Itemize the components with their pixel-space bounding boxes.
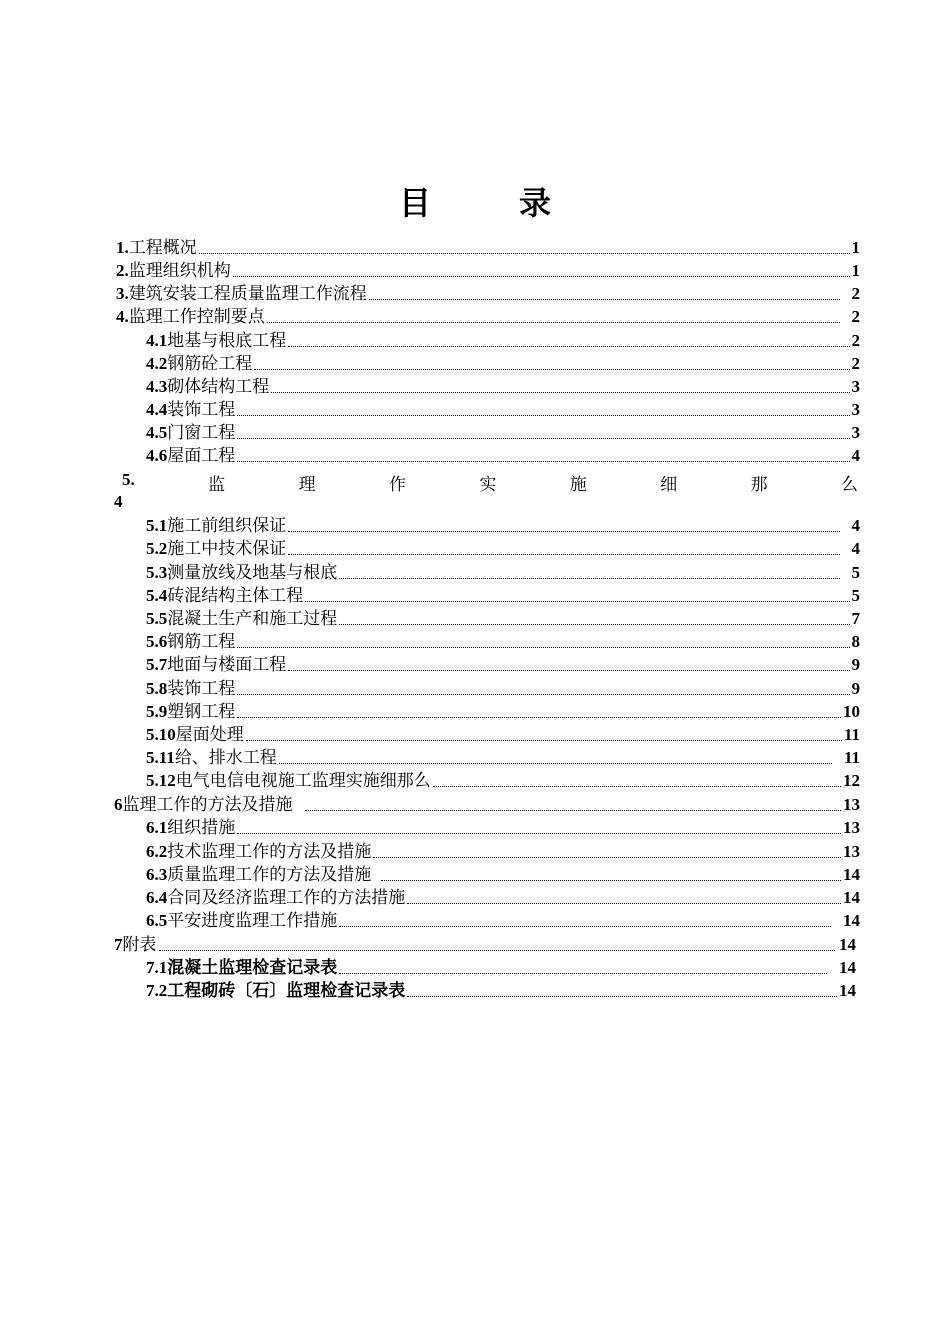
- toc-number: 7.2: [146, 981, 168, 1000]
- toc-label: 混凝土生产和施工过程: [167, 609, 338, 628]
- toc-entry[interactable]: [146, 979, 856, 1001]
- toc-leader-dots: [288, 553, 839, 555]
- toc-leader-dots: [373, 856, 841, 858]
- toc-label: 钢筋工程: [167, 632, 236, 651]
- toc-number: 4.1: [146, 331, 168, 350]
- toc-number: 5.3: [146, 563, 168, 582]
- toc-label: 监理工作控制要点: [128, 307, 265, 326]
- toc-number: 6.2: [146, 842, 168, 861]
- toc-number: 5.6: [146, 632, 168, 651]
- toc-entry[interactable]: [116, 259, 860, 281]
- toc-number: 5.: [122, 470, 135, 489]
- toc-entry[interactable]: [116, 236, 860, 258]
- toc-entry[interactable]: [114, 933, 856, 955]
- toc-leader-dots: [237, 832, 841, 834]
- toc-number: 6.3: [146, 865, 168, 884]
- toc-entry[interactable]: [146, 816, 860, 838]
- toc-number: 5.7: [146, 655, 168, 674]
- toc-page: 2: [851, 331, 860, 350]
- toc-page: 9: [851, 679, 860, 698]
- toc-entry[interactable]: [146, 746, 860, 768]
- toc-number: 4.4: [146, 400, 168, 419]
- toc-entry[interactable]: [146, 863, 860, 885]
- toc-number: 5.8: [146, 679, 168, 698]
- toc-number: 7: [114, 935, 123, 954]
- toc-number: 5.4: [146, 586, 168, 605]
- toc-page: 12: [843, 771, 860, 790]
- toc-entry[interactable]: [146, 352, 860, 374]
- toc-number: 6.4: [146, 888, 168, 907]
- toc-page: 11: [843, 725, 860, 744]
- toc-page: 14: [843, 911, 860, 930]
- toc-label-char: 监: [208, 475, 226, 494]
- toc-leader-dots: [339, 972, 827, 974]
- toc-leader-dots: [288, 345, 849, 347]
- title-part-1: 目: [398, 184, 431, 222]
- toc-entry[interactable]: [146, 956, 856, 978]
- toc-page: 3: [851, 423, 860, 442]
- toc-number: 3.: [116, 284, 129, 303]
- toc-label: 测量放线及地基与根底: [167, 563, 338, 582]
- toc-entry[interactable]: [116, 305, 860, 327]
- toc-entry-spread[interactable]: [122, 470, 858, 492]
- toc-page: 4: [851, 446, 860, 465]
- toc-label-char: 作: [388, 475, 406, 494]
- toc-number: 5.12: [146, 771, 176, 790]
- toc-leader-dots: [339, 925, 831, 927]
- toc-page: 4: [851, 516, 860, 535]
- toc-label: 建筑安装工程质量监理工作流程: [128, 284, 367, 303]
- toc-leader-dots: [369, 298, 840, 300]
- toc-entry[interactable]: [146, 909, 860, 931]
- toc-number: 4.6: [146, 446, 168, 465]
- toc-entry[interactable]: [146, 329, 860, 351]
- toc-number: 4.2: [146, 354, 168, 373]
- toc-page: 5: [851, 586, 860, 605]
- toc-entry[interactable]: [146, 375, 860, 397]
- toc-leader-dots: [199, 252, 850, 254]
- title-part-2: 录: [519, 184, 552, 222]
- toc-leader-dots: [237, 716, 841, 718]
- toc-page: 14: [843, 888, 860, 907]
- toc-number: 7.1: [146, 958, 168, 977]
- page-title: [0, 178, 950, 224]
- toc-number: 5.11: [146, 748, 175, 767]
- toc-label: 工程概况: [128, 238, 197, 257]
- toc-label: 工程砌砖〔石〕监理检查记录表: [167, 981, 406, 1000]
- toc-label-char: 细: [660, 475, 678, 494]
- toc-page: 3: [851, 377, 860, 396]
- toc-entry[interactable]: [146, 607, 860, 629]
- toc-leader-dots: [267, 321, 840, 323]
- toc-leader-dots: [305, 809, 842, 811]
- toc-leader-dots: [271, 391, 849, 393]
- toc-label: 组织措施: [167, 818, 236, 837]
- toc-page: 14: [839, 935, 856, 954]
- toc-leader-dots: [159, 949, 836, 951]
- toc-number: 5.2: [146, 539, 168, 558]
- toc-leader-dots: [237, 693, 849, 695]
- toc-page: 13: [843, 818, 860, 837]
- toc-leader-dots: [237, 437, 849, 439]
- toc-label: 给、排水工程: [174, 748, 277, 767]
- toc-number: 4.5: [146, 423, 168, 442]
- toc-page: 4: [851, 539, 860, 558]
- toc-leader-dots: [407, 995, 837, 997]
- toc-leader-dots: [237, 646, 849, 648]
- toc-entry[interactable]: [146, 630, 860, 652]
- toc-leader-dots: [279, 762, 832, 764]
- toc-leader-dots: [246, 739, 842, 741]
- toc-leader-dots: [407, 902, 841, 904]
- toc-entry[interactable]: [146, 584, 860, 606]
- toc-label: 地面与楼面工程: [167, 655, 287, 674]
- toc-label-char: 理: [298, 475, 316, 494]
- toc-page: 13: [843, 795, 860, 814]
- toc-entry[interactable]: [146, 769, 860, 791]
- toc-leader-dots: [233, 275, 850, 277]
- toc-leader-dots: [381, 879, 841, 881]
- toc-label: 砖混结构主体工程: [167, 586, 304, 605]
- toc-entry[interactable]: [116, 282, 860, 304]
- toc-page: 14: [839, 958, 856, 977]
- toc-entry[interactable]: [114, 793, 860, 815]
- toc-label: 砌体结构工程: [167, 377, 270, 396]
- toc-label: 监理组织机构: [128, 261, 231, 280]
- toc-number: 5.5: [146, 609, 168, 628]
- toc-label: 混凝土监理检查记录表: [167, 958, 338, 977]
- toc-page: 2: [851, 354, 860, 373]
- toc-label: 塑钢工程: [167, 702, 236, 721]
- toc-number: 4.: [116, 307, 129, 326]
- toc-label: 合同及经济监理工作的方法措施: [167, 888, 406, 907]
- toc-label: 电气电信电视施工监理实施细那么: [175, 771, 431, 790]
- toc-entry[interactable]: [146, 398, 860, 420]
- toc-entry[interactable]: [146, 886, 860, 908]
- toc-number: 6.1: [146, 818, 168, 837]
- toc-page: 1: [851, 238, 860, 257]
- toc-page: 14: [843, 865, 860, 884]
- toc-entry[interactable]: [146, 723, 860, 745]
- toc-label-char: 施: [569, 475, 587, 494]
- toc-page: 8: [851, 632, 860, 651]
- toc-label: 装饰工程: [167, 400, 236, 419]
- toc-entry[interactable]: [146, 561, 860, 583]
- toc-page: 9: [851, 655, 860, 674]
- toc-label: 装饰工程: [167, 679, 236, 698]
- toc-entry[interactable]: [146, 700, 860, 722]
- toc-leader-dots: [288, 669, 849, 671]
- toc-entry[interactable]: [146, 444, 860, 466]
- toc-number: 5.9: [146, 702, 168, 721]
- toc-label: 平安进度监理工作措施: [167, 911, 338, 930]
- toc-leader-dots: [237, 460, 849, 462]
- toc-page: 4: [114, 492, 123, 511]
- toc-number: 6.5: [146, 911, 168, 930]
- toc-leader-dots: [288, 530, 839, 532]
- toc-label: 附表: [122, 935, 157, 954]
- toc-number: 4.3: [146, 377, 168, 396]
- toc-entry[interactable]: [146, 840, 860, 862]
- toc-entry[interactable]: [146, 653, 860, 675]
- toc-leader-dots: [339, 623, 849, 625]
- toc-entry[interactable]: [146, 421, 860, 443]
- toc-page: 7: [851, 609, 860, 628]
- toc-label-char: 那: [750, 475, 768, 494]
- toc-label-char: 实: [479, 475, 497, 494]
- toc-entry[interactable]: [146, 514, 860, 536]
- toc-number: 5.10: [146, 725, 176, 744]
- toc-page: 11: [843, 748, 860, 767]
- toc-page: 5: [851, 563, 860, 582]
- toc-number: 1.: [116, 238, 129, 257]
- toc-label: 屋面处理: [175, 725, 244, 744]
- toc-entry[interactable]: [146, 537, 860, 559]
- toc-page: 1: [851, 261, 860, 280]
- toc-label: 监理工作的方法及措施: [122, 795, 293, 814]
- toc-page: 2: [851, 284, 860, 303]
- toc-label-char: 么: [841, 475, 858, 494]
- toc-number: 5.1: [146, 516, 168, 535]
- toc-label: 钢筋砼工程: [167, 354, 253, 373]
- toc-page: 13: [843, 842, 860, 861]
- toc-leader-dots: [433, 785, 841, 787]
- toc-leader-dots: [254, 368, 849, 370]
- toc-label: 施工中技术保证: [167, 539, 287, 558]
- toc-label: 门窗工程: [167, 423, 236, 442]
- toc-label: 技术监理工作的方法及措施: [167, 842, 372, 861]
- toc-leader-dots: [339, 577, 839, 579]
- toc-page: 14: [839, 981, 856, 1000]
- toc-label: 屋面工程: [167, 446, 236, 465]
- toc-leader-dots: [305, 600, 849, 602]
- toc-leader-dots: [237, 414, 849, 416]
- toc-label: 质量监理工作的方法及措施: [167, 865, 372, 884]
- toc-page: 3: [851, 400, 860, 419]
- toc-entry[interactable]: [146, 677, 860, 699]
- toc-label: 地基与根底工程: [167, 331, 287, 350]
- toc-number: 6: [114, 795, 123, 814]
- toc-page: 2: [851, 307, 860, 326]
- toc-label: 施工前组织保证: [167, 516, 287, 535]
- toc-number: 2.: [116, 261, 129, 280]
- toc-page: 10: [843, 702, 860, 721]
